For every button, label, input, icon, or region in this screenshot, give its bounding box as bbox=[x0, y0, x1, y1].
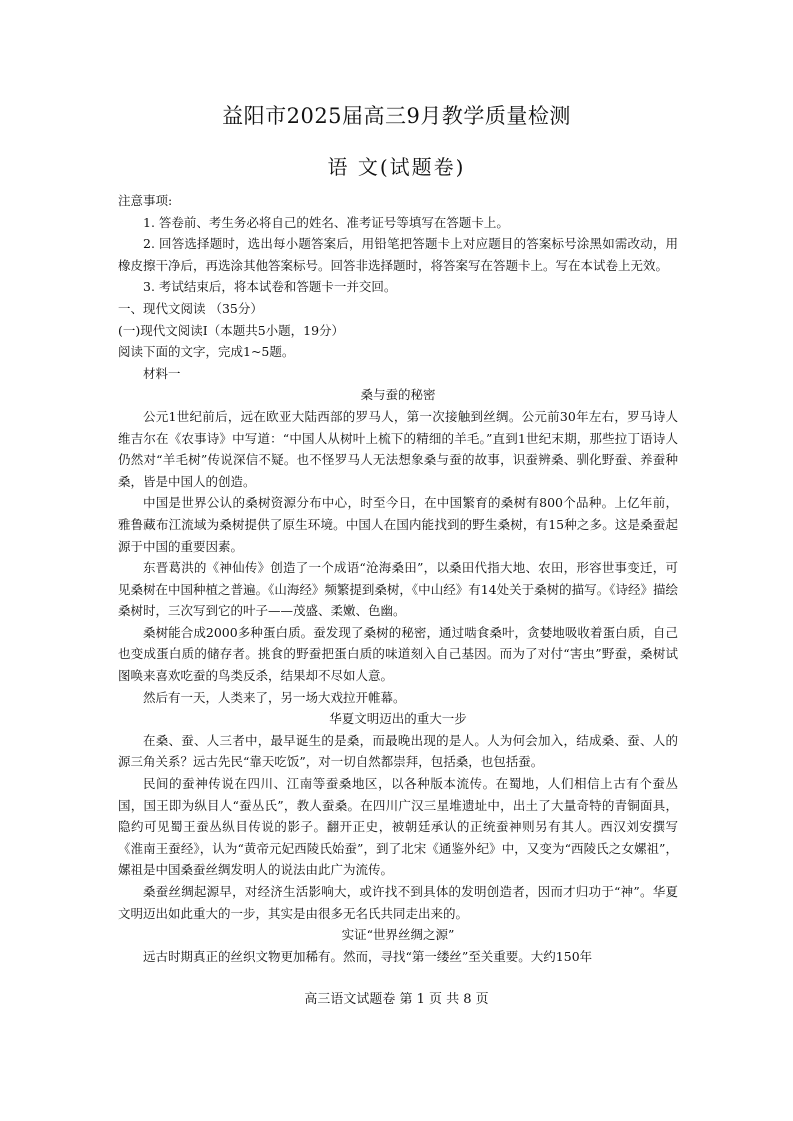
note-item: 3. 考试结束后，将本试卷和答题卡一并交回。 bbox=[143, 279, 397, 295]
exam-body bbox=[118, 190, 678, 967]
note-item: 1. 答卷前、考生务必将自己的姓名、准考证号等填写在答题卡上。 bbox=[143, 214, 509, 230]
subsection-heading: (一)现代文阅读Ⅰ（本题共5小题，19分） bbox=[118, 322, 345, 338]
instruction: 阅读下面的文字，完成1~5题。 bbox=[118, 344, 295, 360]
article-heading: 实证“世界丝绸之源” bbox=[341, 927, 455, 943]
paragraph: 桑树能合成2000多种蛋白质。蚕发现了桑树的秘密，通过啮食桑叶，贪婪地吸收着蛋白质，自己也变成蛋白质的储存者。挑食的野蚕把蛋白质的味道刻入自己基因。而为了对付“害虫”野蚕，桑树试图唤来喜欢吃蚕的鸟类反杀，结果却不尽如人意。 bbox=[118, 624, 678, 684]
article-heading: 桑与蚕的秘密 bbox=[360, 387, 436, 403]
section-heading: 一、现代文阅读 （35分） bbox=[118, 300, 263, 316]
notes-heading: 注意事项: bbox=[118, 193, 173, 208]
paragraph: 公元1世纪前后，远在欧亚大陆西部的罗马人，第一次接触到丝绸。公元前30年左右，罗马诗人维吉尔在《农事诗》中写道：“中国人从树叶上梳下的精细的羊毛。”直到1世纪末期，那些拉丁语诗人仍然对“羊毛树”传说深信不疑。也不怪罗马人无法想象桑与蚕的故事，识蚕辨桑、驯化野蚕、养蚕种桑，皆是中国人的创造。 bbox=[118, 408, 678, 489]
paragraph: 然后有一天，人类来了，另一场大戏拉开帷幕。 bbox=[143, 689, 406, 705]
paragraph: 东晋葛洪的《神仙传》创造了一个成语“沧海桑田”，以桑田代指大地、农田，形容世事变迁，可见桑树在中国种植之普遍。《山海经》频繁提到桑树，《中山经》有14处关于桑树的描写。《诗经》描绘桑树时，三次写到它的叶子——茂盛、柔嫩、色幽。 bbox=[118, 560, 678, 619]
paragraph: 中国是世界公认的桑树资源分布中心，时至今日，在中国繁育的桑树有800个品种。上亿年前，雅鲁藏布江流域为桑树提供了原生环境。中国人在国内能找到的野生桑树，有15种之多。这是桑蚕起源于中国的重要因素。 bbox=[118, 495, 678, 554]
note-item: 2. 回答选择题时，选出每小题答案后，用铅笔把答题卡上对应题目的答案标号涂黑如需改动，用橡皮擦干净后，再选涂其他答案标号。回答非选择题时，将答案写在答题卡上。写在本试卷上无效。 bbox=[118, 236, 678, 273]
paragraph: 桑蚕丝绸起源早，对经济生活影响大，或许找不到具体的发明创造者，因而才归功于“神”。华夏文明迈出如此重大的一步，其实是由很多无名氏共同走出来的。 bbox=[118, 884, 678, 921]
article-heading: 华夏文明迈出的重大一步 bbox=[329, 711, 467, 727]
paragraph: 在桑、蚕、人三者中，最早诞生的是桑，而最晚出现的是人。人为何会加入，结成桑、蚕、人的源三角关系？远古先民“靠天吃饭”，对一切自然都崇拜，包括桑，也包括蚕。 bbox=[118, 732, 678, 770]
paragraph: 民间的蚕神传说在四川、江南等蚕桑地区，以各种版本流传。在蜀地，人们相信上古有个蚕丛国，国王即为纵目人“蚕丛氏”，教人蚕桑。在四川广汉三星堆遗址中，出土了大量奇特的青铜面具，隐约可见蜀王蚕丛纵目传说的影子。翻开正史，被朝廷承认的正统蚕神则另有其人。西汉刘安撰写《淮南王蚕经》，认为“黄帝元妃西陵氏始蚕”，到了北宋《通鉴外纪》中，又变为“西陵氏之女嫘祖”，嫘祖是中国桑蚕丝绸发明人的说法由此广为流传。 bbox=[118, 776, 678, 878]
paragraph: 远古时期真正的丝织文物更加稀有。然而，寻找“第一缕丝”至关重要。大约150年 bbox=[143, 948, 593, 964]
page-footer: 高三语文试题卷 第 1 页 共 8 页 bbox=[304, 992, 489, 1007]
exam-subtitle: 语 文(试题卷) bbox=[327, 155, 466, 179]
material-label: 材料一 bbox=[143, 365, 181, 381]
exam-title: 益阳市2025届高三9月教学质量检测 bbox=[222, 104, 571, 128]
